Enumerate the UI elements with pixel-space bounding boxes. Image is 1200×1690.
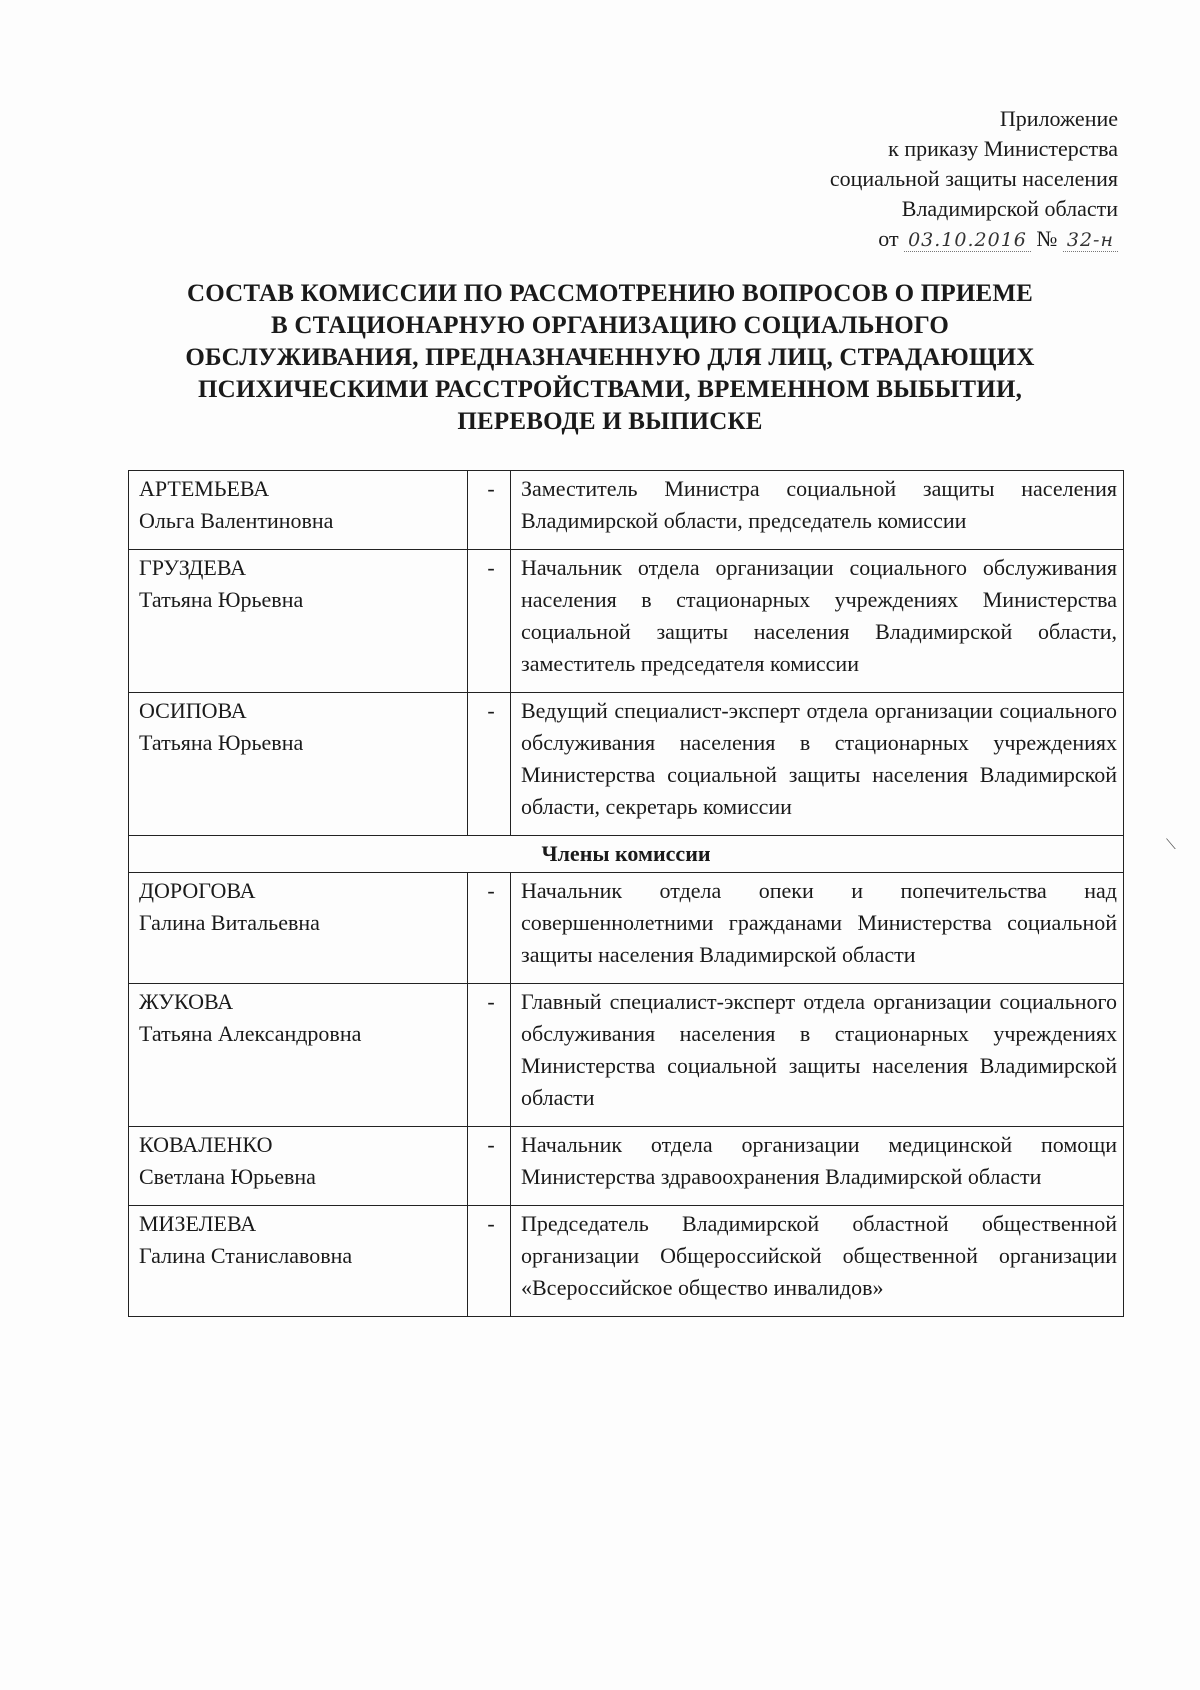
handwritten-order-number: 32-н xyxy=(1063,229,1118,252)
member-given-names: Татьяна Александровна xyxy=(139,1021,362,1046)
member-name-cell xyxy=(129,693,468,836)
appendix-label: Приложение xyxy=(999,106,1118,131)
member-name-cell xyxy=(129,1206,468,1317)
member-surname: ДОРОГОВА xyxy=(139,878,256,903)
dash-separator: - xyxy=(468,1127,511,1206)
commission-table xyxy=(128,470,1124,1317)
table-row xyxy=(129,1206,1124,1317)
member-surname: МИЗЕЛЕВА xyxy=(139,1211,257,1236)
member-surname: ЖУКОВА xyxy=(139,989,234,1014)
scan-artifact-mark: ⟍ xyxy=(1166,838,1176,853)
table-row xyxy=(129,471,1124,550)
member-name-cell xyxy=(129,550,468,693)
dash-separator: - xyxy=(468,471,511,550)
dash-separator: - xyxy=(468,873,511,984)
order-date-line xyxy=(830,224,1118,255)
ministry-name: социальной защиты населения xyxy=(829,166,1118,191)
member-role: Ведущий специалист-эксперт отдела организации социального обслуживания населения в стационарных учреждениях Министерства социальной защиты населения Владимирской области, секретарь комиссии xyxy=(511,693,1124,836)
member-name-cell xyxy=(129,873,468,984)
title-line: ОБСЛУЖИВАНИЯ, ПРЕДНАЗНАЧЕННУЮ ДЛЯ ЛИЦ, СТРАДАЮЩИХ xyxy=(185,344,1035,371)
member-surname: АРТЕМЬЕВА xyxy=(139,476,270,501)
order-reference: к приказу Министерства xyxy=(888,136,1118,161)
member-given-names: Галина Станиславовна xyxy=(139,1243,353,1268)
member-given-names: Татьяна Юрьевна xyxy=(139,587,304,612)
members-heading-row xyxy=(129,836,1124,873)
member-surname: КОВАЛЕНКО xyxy=(139,1132,273,1157)
member-given-names: Татьяна Юрьевна xyxy=(139,730,304,755)
member-name-cell xyxy=(129,1127,468,1206)
appendix-header xyxy=(830,104,1118,255)
member-given-names: Светлана Юрьевна xyxy=(139,1164,316,1189)
title-line: ПСИХИЧЕСКИМИ РАССТРОЙСТВАМИ, ВРЕМЕННОМ ВЫБЫТИИ, xyxy=(197,376,1023,403)
document-title xyxy=(120,278,1100,438)
member-role: Заместитель Министра социальной защиты населения Владимирской области, председатель комиссии xyxy=(511,471,1124,550)
dash-separator: - xyxy=(468,984,511,1127)
member-role: Начальник отдела организации социального обслуживания населения в стационарных учреждениях Министерства социальной защиты населения Владимирской области, заместитель председателя комиссии xyxy=(511,550,1124,693)
title-line: ПЕРЕВОДЕ И ВЫПИСКЕ xyxy=(457,408,763,435)
table-row xyxy=(129,873,1124,984)
title-line: СОСТАВ КОМИССИИ ПО РАССМОТРЕНИЮ ВОПРОСОВ О ПРИЕМЕ xyxy=(186,280,1034,307)
table-row xyxy=(129,550,1124,693)
member-role: Председатель Владимирской областной общественной организации Общероссийской общественной организации «Всероссийское общество инвалидов» xyxy=(511,1206,1124,1317)
number-sign: № xyxy=(1036,226,1058,251)
dash-separator: - xyxy=(468,550,511,693)
member-given-names: Галина Витальевна xyxy=(139,910,320,935)
dash-separator: - xyxy=(468,693,511,836)
table-row xyxy=(129,693,1124,836)
member-role: Начальник отдела организации медицинской помощи Министерства здравоохранения Владимирской области xyxy=(511,1127,1124,1206)
table-row xyxy=(129,984,1124,1127)
member-role: Начальник отдела опеки и попечительства над совершеннолетними гражданами Министерства социальной защиты населения Владимирской области xyxy=(511,873,1124,984)
date-prefix: от xyxy=(878,226,899,251)
member-name-cell xyxy=(129,984,468,1127)
title-line: В СТАЦИОНАРНУЮ ОРГАНИЗАЦИЮ СОЦИАЛЬНОГО xyxy=(271,312,949,339)
member-given-names: Ольга Валентиновна xyxy=(139,508,334,533)
member-name-cell xyxy=(129,471,468,550)
table-row xyxy=(129,1127,1124,1206)
region-name: Владимирской области xyxy=(901,196,1118,221)
members-heading: Члены комиссии xyxy=(129,836,1124,873)
member-role: Главный специалист-эксперт отдела организации социального обслуживания населения в стационарных учреждениях Министерства социальной защиты населения Владимирской области xyxy=(511,984,1124,1127)
dash-separator: - xyxy=(468,1206,511,1317)
member-surname: ГРУЗДЕВА xyxy=(139,555,246,580)
member-surname: ОСИПОВА xyxy=(139,698,247,723)
handwritten-date: 03.10.2016 xyxy=(904,229,1031,252)
